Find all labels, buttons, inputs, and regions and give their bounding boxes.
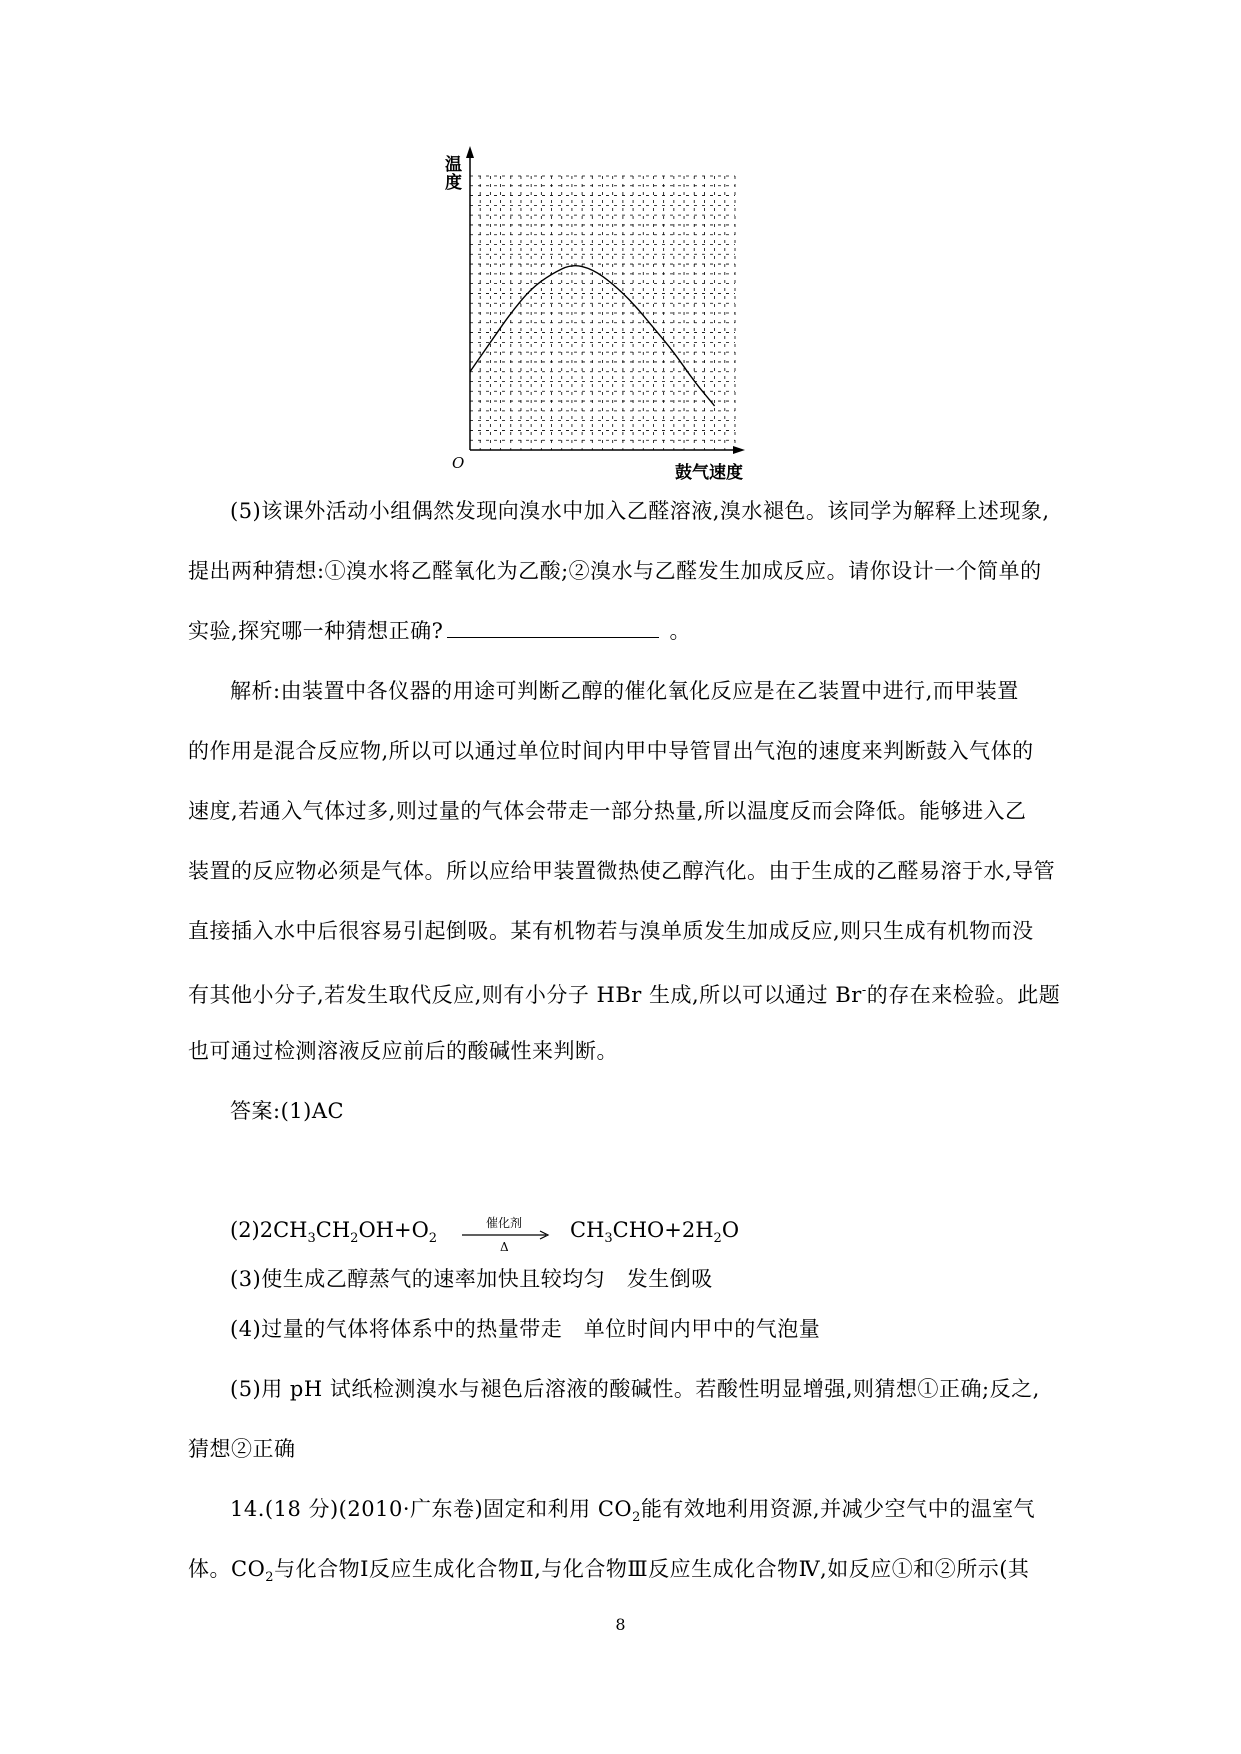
q14-line-2: 体。$CO_2$与化合物Ⅰ反应生成化合物Ⅱ,与化合物Ⅲ反应生成化合物Ⅳ,如反应①和②所示(其	[188, 1557, 1030, 1586]
y-axis-label-1: 温	[445, 155, 462, 175]
y-axis-label-2: 度	[445, 173, 462, 193]
q14-1a: 14.(18 分)(2010·广东卷)固定和利用 CO	[230, 1497, 633, 1521]
y-axis-arrow	[466, 146, 474, 158]
q5-question-text: 实验,探究哪一种猜想正确?	[188, 619, 444, 643]
analysis-line-6	[188, 977, 1060, 1009]
analysis-6a: 有其他小分子,若发生取代反应,则有小分子 HBr 生成,所以可以通过 Br	[188, 983, 862, 1007]
q5-line-1: (5)该课外活动小组偶然发现向溴水中加入乙醛溶液,溴水褪色。该同学为解释上述现象,	[230, 499, 1050, 523]
q14-line-1: 14.(18 分)(2010·广东卷)固定和利用 $CO_2$能有效地利用资源,并减少空气中的温室气	[230, 1497, 1036, 1526]
answer-4: (4)过量的气体将体系中的热量带走 单位时间内甲中的气泡量	[230, 1317, 821, 1341]
analysis-line-4: 装置的反应物必须是气体。所以应给甲装置微热使乙醇汽化。由于生成的乙醛易溶于水,导管	[188, 859, 1056, 883]
temperature-graph	[445, 155, 755, 488]
x-axis-label: 鼓气速度	[675, 463, 743, 483]
analysis-line-5: 直接插入水中后很容易引起倒吸。某有机物若与溴单质发生加成反应,则只生成有机物而没	[188, 919, 1034, 943]
answer-5-line-1: (5)用 pH 试纸检测溴水与褪色后溶液的酸碱性。若酸性明显增强,则猜想①正确;反之,	[230, 1377, 1040, 1401]
analysis-line-1: 解析:由装置中各仪器的用途可判断乙醇的催化氧化反应是在乙装置中进行,而甲装置	[230, 679, 1019, 703]
q5-line-2: 提出两种猜想:①溴水将乙醛氧化为乙酸;②溴水与乙醛发生加成反应。请你设计一个简单的	[188, 559, 1042, 583]
x-axis-arrow	[733, 446, 745, 454]
bromide-charge: -	[861, 983, 867, 998]
answer-5-line-2: 猜想②正确	[188, 1437, 296, 1461]
answer-3: (3)使生成乙醇蒸气的速率加快且较均匀 发生倒吸	[230, 1267, 713, 1291]
q5-line-3	[188, 617, 691, 645]
origin-label: O	[452, 454, 465, 472]
answer-1: 答案:(1)AC	[230, 1099, 345, 1123]
page-number: 8	[615, 1615, 626, 1634]
analysis-line-7: 也可通过检测溶液反应前后的酸碱性来判断。	[188, 1039, 618, 1063]
q5-end-mark: 。	[669, 619, 691, 643]
q14-2b: 与化合物Ⅰ反应生成化合物Ⅱ,与化合物Ⅲ反应生成化合物Ⅳ,如反应①和②所示(其	[274, 1557, 1030, 1581]
graph-grid	[470, 176, 735, 450]
eq-products: $CH_3CHO+2H_2O$	[570, 1218, 740, 1247]
eq-prefix: (2)2CH	[230, 1218, 308, 1242]
heat-label: Δ	[500, 1240, 509, 1254]
q14-2a: 体。CO	[188, 1557, 266, 1581]
catalyst-label: 催化剂	[486, 1216, 523, 1230]
analysis-line-2: 的作用是混合反应物,所以可以通过单位时间内甲中导管冒出气泡的速度来判断鼓入气体的	[188, 739, 1034, 763]
analysis-line-3: 速度,若通入气体过多,则过量的气体会带走一部分热量,所以温度反而会降低。能够进入乙	[188, 799, 1027, 823]
answer-blank[interactable]	[447, 617, 659, 638]
analysis-6b: 的存在来检验。此题	[866, 983, 1061, 1007]
q14-1b: 能有效地利用资源,并减少空气中的温室气	[640, 1497, 1036, 1521]
